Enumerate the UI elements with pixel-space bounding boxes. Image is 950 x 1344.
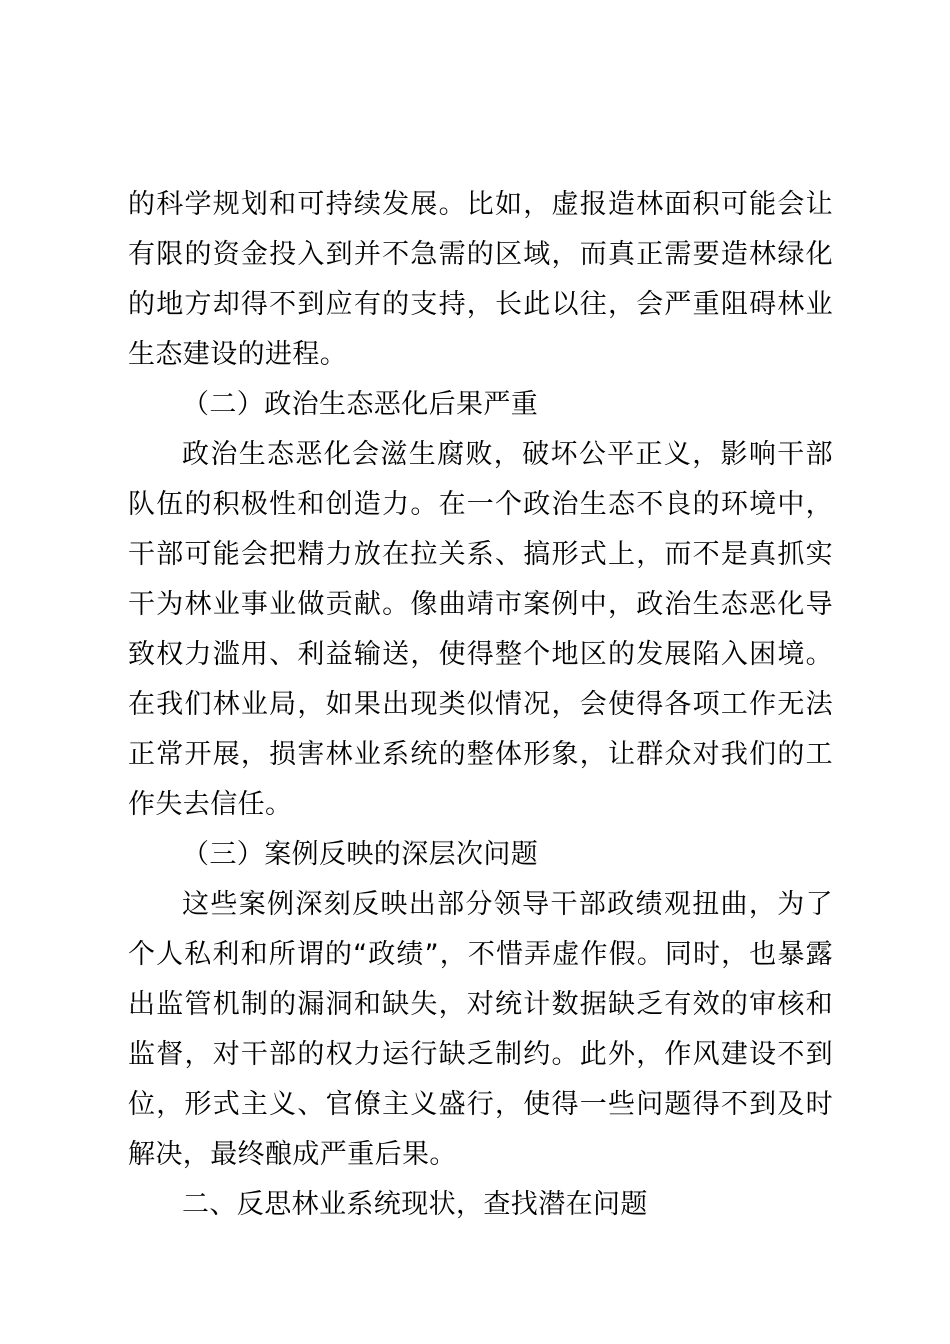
- section-heading-2: 二、反思林业系统现状，查找潜在问题: [182, 1189, 648, 1220]
- document-body: [128, 180, 833, 1230]
- continuation-paragraph: 的科学规划和可持续发展。比如，虚报造林面积可能会让有限的资金投入到并不急需的区域，而真正需要造林绿化的地方却得不到应有的支持，长此以往，会严重阻碍林业生态建设的进程。: [128, 189, 833, 370]
- section-subheading-3: （三）案例反映的深层次问题: [182, 839, 539, 870]
- body-paragraph-deep-issues: 这些案例深刻反映出部分领导干部政绩观扭曲，为了个人私利和所谓的“政绩”，不惜弄虚作假。同时，也暴露出监管机制的漏洞和缺失，对统计数据缺乏有效的审核和监督，对干部的权力运行缺乏制约。此外，作风建设不到位，形式主义、官僚主义盛行，使得一些问题得不到及时解决，最终酿成严重后果。: [128, 889, 833, 1170]
- body-paragraph-political-ecology: 政治生态恶化会滋生腐败，破坏公平正义，影响干部队伍的积极性和创造力。在一个政治生态不良的环境中，干部可能会把精力放在拉关系、搞形式上，而不是真抓实干为林业事业做贡献。像曲靖市案例中，政治生态恶化导致权力滥用、利益输送，使得整个地区的发展陷入困境。在我们林业局，如果出现类似情况，会使得各项工作无法正常开展，损害林业系统的整体形象，让群众对我们的工作失去信任。: [128, 439, 833, 820]
- section-subheading-2: （二）政治生态恶化后果严重: [182, 389, 539, 420]
